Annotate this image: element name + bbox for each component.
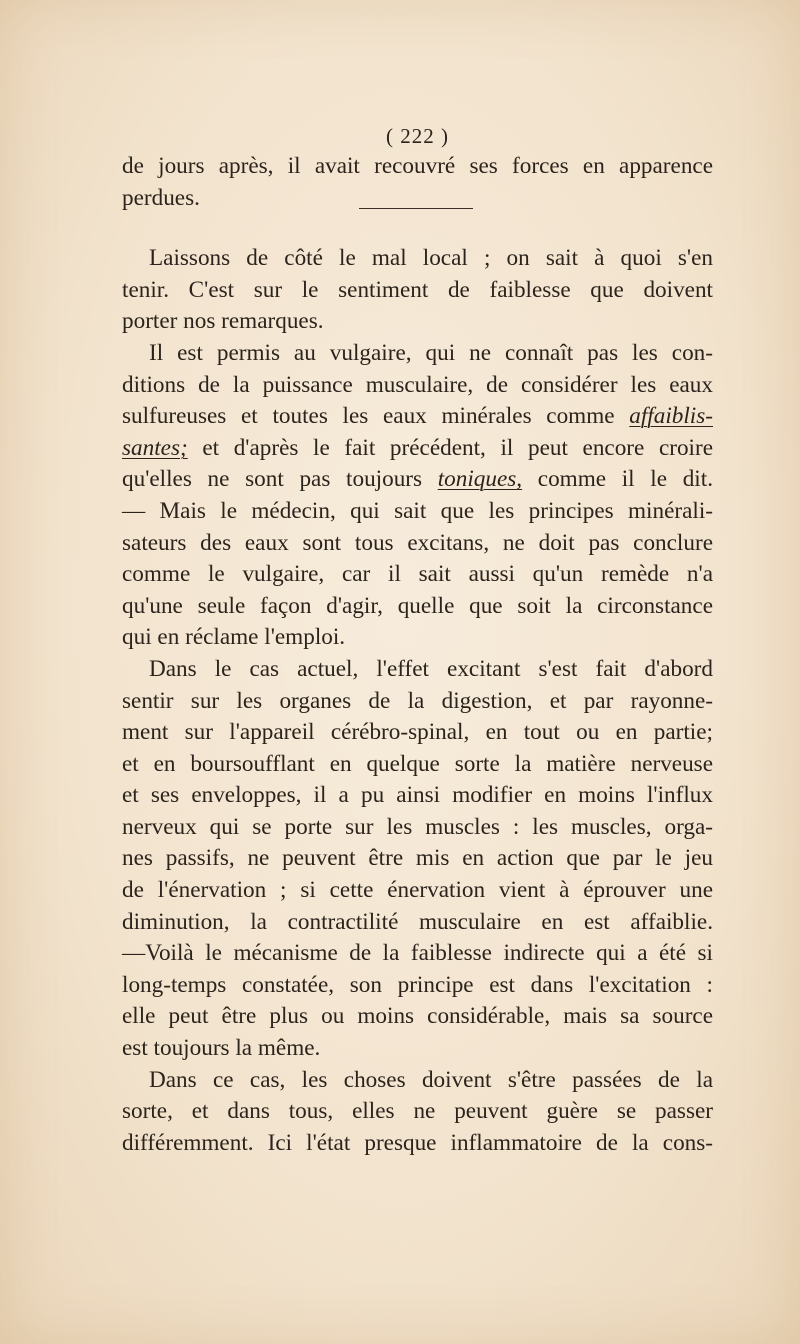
- text-line: Dans ce cas, les choses doivent s'être passées de la: [149, 1066, 713, 1093]
- text-line: nes passifs, ne peuvent être mis en action que par le jeu: [122, 845, 713, 872]
- text-line: et en boursoufflant en quelque sorte la matière nerveuse: [122, 750, 713, 777]
- italic-word: santes;: [122, 434, 188, 461]
- text-line: perdues.: [122, 184, 200, 211]
- text-line: est toujours la même.: [122, 1035, 321, 1062]
- text-line: Dans le cas actuel, l'effet excitant s'est fait d'abord: [149, 655, 713, 682]
- text-line: de l'énervation ; si cette énervation vient à éprouver une: [122, 877, 713, 904]
- text-line: qui en réclame l'emploi.: [122, 624, 346, 651]
- text-line: de jours après, il avait recouvré ses forces en apparence: [122, 153, 713, 179]
- section-divider: [359, 208, 473, 209]
- text-line: comme le vulgaire, car il sait aussi qu'un remède n'a: [122, 561, 713, 588]
- text-line: Laissons de côté le mal local ; on sait à quoi s'en: [149, 245, 713, 272]
- section-gap: [122, 215, 713, 243]
- text-line: sateurs des eaux sont tous excitans, ne doit pas conclure: [122, 529, 713, 556]
- text-line: et ses enveloppes, il a pu ainsi modifier en moins l'influx: [122, 782, 713, 809]
- italic-word: toniques,: [437, 466, 523, 493]
- text-line: long-temps constatée, son principe est dans l'excitation :: [122, 971, 713, 998]
- text-line: différemment. Ici l'état presque inflammatoire de la cons-: [122, 1129, 713, 1156]
- text-line: qu'une seule façon d'agir, quelle que soit la circonstance: [122, 592, 713, 619]
- text-line: sentir sur les organes de la digestion, et par rayonne-: [122, 687, 713, 714]
- text-line: — Mais le médecin, qui sait que les principes minérali-: [122, 497, 713, 524]
- italic-word: affaiblis-: [629, 403, 713, 430]
- text-line: tenir. C'est sur le sentiment de faiblesse que doivent: [122, 276, 713, 303]
- page-text: [122, 124, 713, 1159]
- text-line: nerveux qui se porte sur les muscles : les muscles, orga-: [122, 813, 713, 840]
- text-line: ment sur l'appareil cérébro-spinal, en tout ou en partie;: [122, 719, 713, 746]
- text-line: Il est permis au vulgaire, qui ne connaît pas les con-: [149, 339, 713, 366]
- text-line: diminution, la contractilité musculaire en est affaiblie.: [122, 908, 713, 935]
- text-line: ditions de la puissance musculaire, de considérer les eaux: [122, 371, 713, 398]
- text-line: porter nos remarques.: [122, 308, 324, 335]
- page-number: ( 222 ): [386, 124, 449, 148]
- text-line: sulfureuses et toutes les eaux minérales comme affaiblis-: [122, 403, 713, 430]
- text-line: sorte, et dans tous, elles ne peuvent guère se passer: [122, 1098, 713, 1125]
- text-line: qu'elles ne sont pas toujours toniques, comme il le dit.: [122, 466, 713, 493]
- text-line: santes; et d'après le fait précédent, il peut encore croire: [122, 434, 714, 461]
- text-line: —Voilà le mécanisme de la faiblesse indirecte qui a été si: [122, 940, 713, 967]
- text-line: elle peut être plus ou moins considérable, mais sa source: [122, 1003, 713, 1030]
